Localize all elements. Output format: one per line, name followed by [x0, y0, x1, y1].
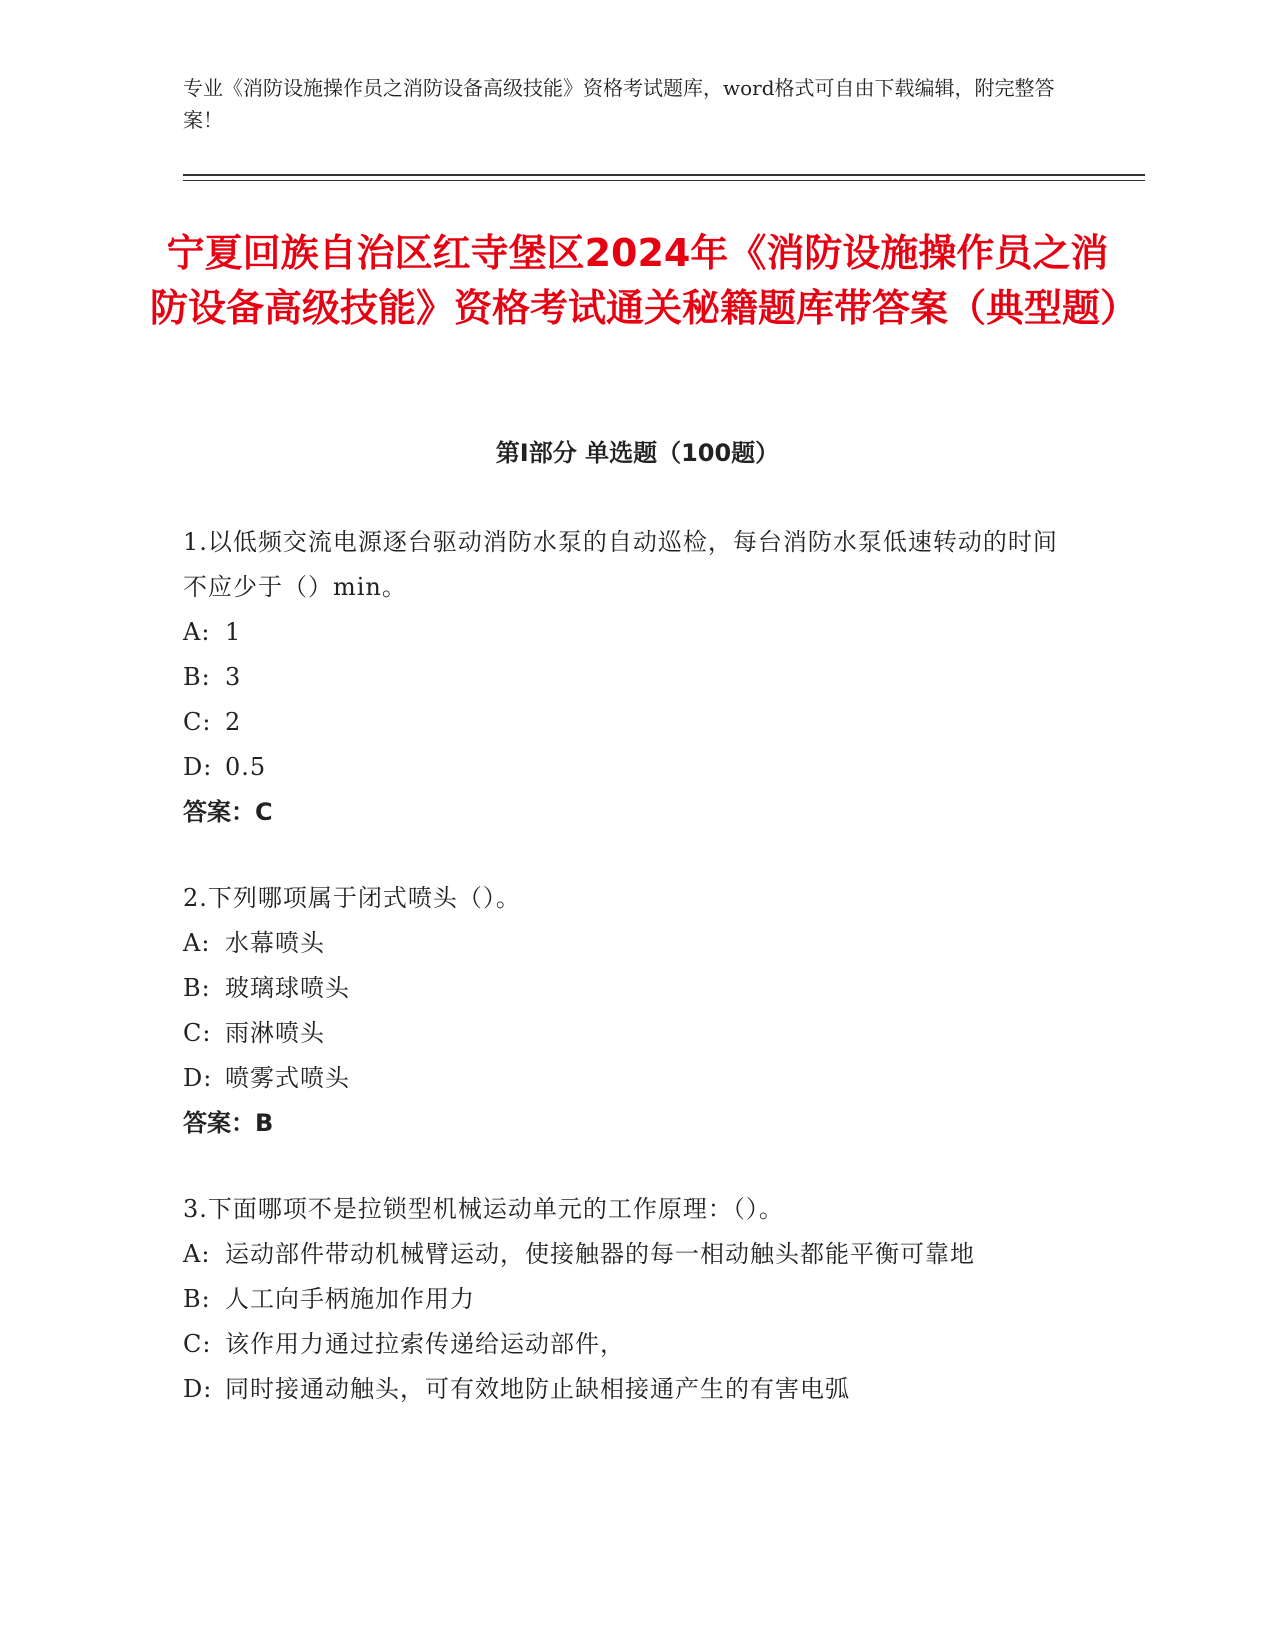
option-text: 运动部件带动机械臂运动，使接触器的每一相动触头都能平衡可靠地: [225, 1240, 975, 1268]
question-stem: 1.以低频交流电源逐台驱动消防水泵的自动巡检，每台消防水泵低速转动的时间不应少于（）min。: [183, 528, 1058, 601]
option-key: D:: [183, 753, 213, 781]
option-d: [183, 1367, 1063, 1412]
option-c: [183, 1322, 1063, 1367]
option-text: 人工向手柄施加作用力: [225, 1285, 475, 1313]
option-d: [183, 745, 1063, 790]
option-key: C:: [183, 708, 212, 736]
answer-line: 答案：B: [183, 1109, 274, 1137]
option-key: B:: [183, 1285, 211, 1313]
option-key: C:: [183, 1330, 212, 1358]
option-a: [183, 1232, 1063, 1277]
option-text: 2: [225, 708, 242, 736]
option-key: B:: [183, 663, 211, 691]
option-key: B:: [183, 974, 211, 1002]
option-text: 雨淋喷头: [225, 1019, 325, 1047]
option-d: [183, 1056, 1063, 1101]
option-a: [183, 610, 1063, 655]
header-divider-thin: [183, 180, 1145, 181]
question-stem: 3.下面哪项不是拉锁型机械运动单元的工作原理：（）。: [183, 1195, 784, 1223]
answer-line: 答案：C: [183, 798, 273, 826]
section-heading: 第Ⅰ部分 单选题（100题）: [495, 439, 780, 467]
header-divider-thick: [183, 174, 1145, 176]
option-key: C:: [183, 1019, 212, 1047]
option-text: 该作用力通过拉索传递给运动部件，: [225, 1330, 625, 1358]
question-1: [183, 520, 1063, 835]
option-b: [183, 1277, 1063, 1322]
option-text: 0.5: [225, 753, 267, 781]
option-key: A:: [183, 1240, 211, 1268]
option-text: 喷雾式喷头: [225, 1064, 350, 1092]
option-key: D:: [183, 1064, 213, 1092]
option-key: A:: [183, 929, 211, 957]
question-stem: 2.下列哪项属于闭式喷头（）。: [183, 884, 521, 912]
question-3: [183, 1187, 1063, 1412]
document-title: 宁夏回族自治区红寺堡区2024年《消防设施操作员之消防设备高级技能》资格考试通关秘籍题库带答案（典型题）: [150, 231, 1139, 330]
question-list: [183, 520, 1063, 1412]
header-note: 专业《消防设施操作员之消防设备高级技能》资格考试题库，word格式可自由下载编辑，附完整答案！: [183, 76, 1055, 132]
option-text: 水幕喷头: [225, 929, 325, 957]
option-text: 3: [225, 663, 242, 691]
option-text: 同时接通动触头，可有效地防止缺相接通产生的有害电弧: [225, 1375, 850, 1403]
option-b: [183, 655, 1063, 700]
option-key: D:: [183, 1375, 213, 1403]
option-b: [183, 966, 1063, 1011]
option-key: A:: [183, 618, 211, 646]
question-2: [183, 876, 1063, 1146]
option-text: 玻璃球喷头: [225, 974, 350, 1002]
option-text: 1: [225, 618, 242, 646]
option-c: [183, 1011, 1063, 1056]
option-c: [183, 700, 1063, 745]
option-a: [183, 921, 1063, 966]
